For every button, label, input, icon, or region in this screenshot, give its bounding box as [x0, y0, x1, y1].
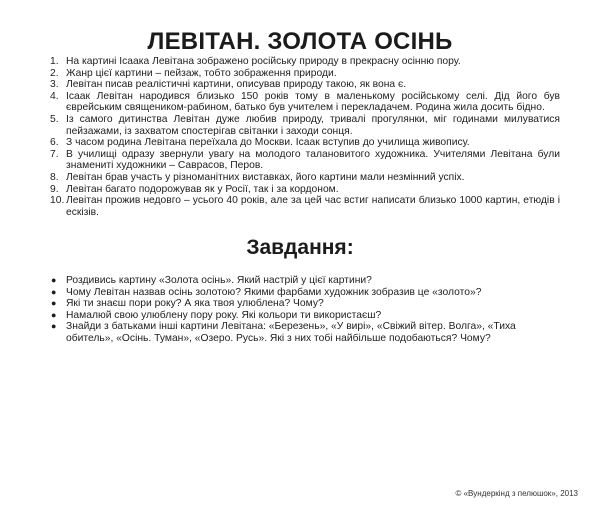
fact-item — [50, 172, 560, 184]
fact-item — [50, 56, 560, 68]
task-item — [50, 287, 560, 299]
task-item — [50, 310, 560, 322]
bullet-icon: ● — [51, 298, 57, 309]
fact-number: 5. — [50, 113, 59, 125]
fact-text: Ісаак Левітан народився близько 150 років тому в маленькому російському селі. Дід його був єврейським священиком-рабином, батько був учителем і перекладачем. Родина жила досить бідно. — [66, 90, 560, 114]
task-item — [50, 275, 560, 287]
fact-text: Левітан писав реалістичні картини, описував природу такою, як вона є. — [66, 79, 407, 91]
fact-item — [50, 91, 560, 114]
fact-number: 8. — [50, 171, 59, 183]
fact-number: 4. — [50, 90, 59, 102]
fact-text: Левітан прожив недовго – усього 40 років, але за цей час встиг написати близько 1000 картин, етюдів і ескізів. — [66, 195, 560, 218]
facts-list — [50, 56, 560, 218]
bullet-icon: ● — [51, 321, 57, 332]
task-text: Намалюй свою улюблену пору року. Які кольори ти використаєш? — [66, 309, 382, 321]
fact-item — [50, 79, 560, 91]
page-title: ЛЕВІТАН. ЗОЛОТА ОСІНЬ — [147, 28, 453, 55]
fact-number: 6. — [50, 137, 59, 149]
tasks-heading: Завдання: — [246, 236, 354, 259]
bullet-icon: ● — [51, 286, 57, 297]
fact-number: 7. — [50, 148, 59, 160]
fact-item — [50, 195, 560, 218]
task-text: Знайди з батьками інші картини Левітана: «Березень», «У вирі», «Свіжий вітер. Волга», «Тиха обитель», «Осінь. Туман», «Озеро. Русь». Які з них тобі найбільше подобаються? Чому? — [66, 321, 516, 344]
copyright-footer: © «Вундеркінд з пелюшок», 2013 — [455, 489, 578, 498]
fact-text: Із самого дитинства Левітан дуже любив природу, тривалі прогулянки, міг годинами милуватися пейзажами, із захватом спостерігав світанки і заходи сонця. — [66, 113, 560, 137]
task-text: Роздивись картину «Золота осінь». Який настрій у цієї картини? — [66, 275, 372, 286]
fact-text: Левітан брав участь у різноманітних виставках, його картини мали незмінний успіх. — [66, 171, 465, 183]
tasks-list — [50, 275, 560, 345]
bullet-icon: ● — [51, 309, 57, 320]
fact-number: 9. — [50, 183, 59, 195]
fact-item — [50, 149, 560, 172]
fact-text: На картині Ісаака Левітана зображено російську природу в прекрасну осінню пору. — [66, 56, 461, 67]
fact-number: 3. — [50, 79, 59, 91]
task-text: Чому Левітан назвав осінь золотою? Якими фарбами художник зобразив це «золото»? — [66, 286, 482, 298]
task-item — [50, 298, 560, 310]
fact-item — [50, 114, 560, 137]
fact-number: 1. — [50, 56, 59, 67]
fact-text: Левітан багато подорожував як у Росії, так і за кордоном. — [66, 183, 339, 195]
fact-item — [50, 137, 560, 149]
fact-number: 10. — [50, 195, 65, 207]
bullet-icon: ● — [51, 275, 57, 285]
fact-item — [50, 184, 560, 196]
fact-number: 2. — [50, 67, 59, 79]
fact-text: З часом родина Левітана переїхала до Москви. Ісаак вступив до училища живопису. — [66, 137, 470, 149]
fact-text: В училищі одразу звернули увагу на молодого талановитого художника. Учителями Левітана були знамениті художники – Саврасов, Перов. — [66, 148, 560, 172]
task-text: Які ти знаєш пори року? А яка твоя улюблена? Чому? — [66, 298, 324, 310]
fact-text: Жанр цієї картини – пейзаж, тобто зображення природи. — [66, 67, 337, 79]
task-item — [50, 321, 560, 344]
fact-item — [50, 68, 560, 80]
